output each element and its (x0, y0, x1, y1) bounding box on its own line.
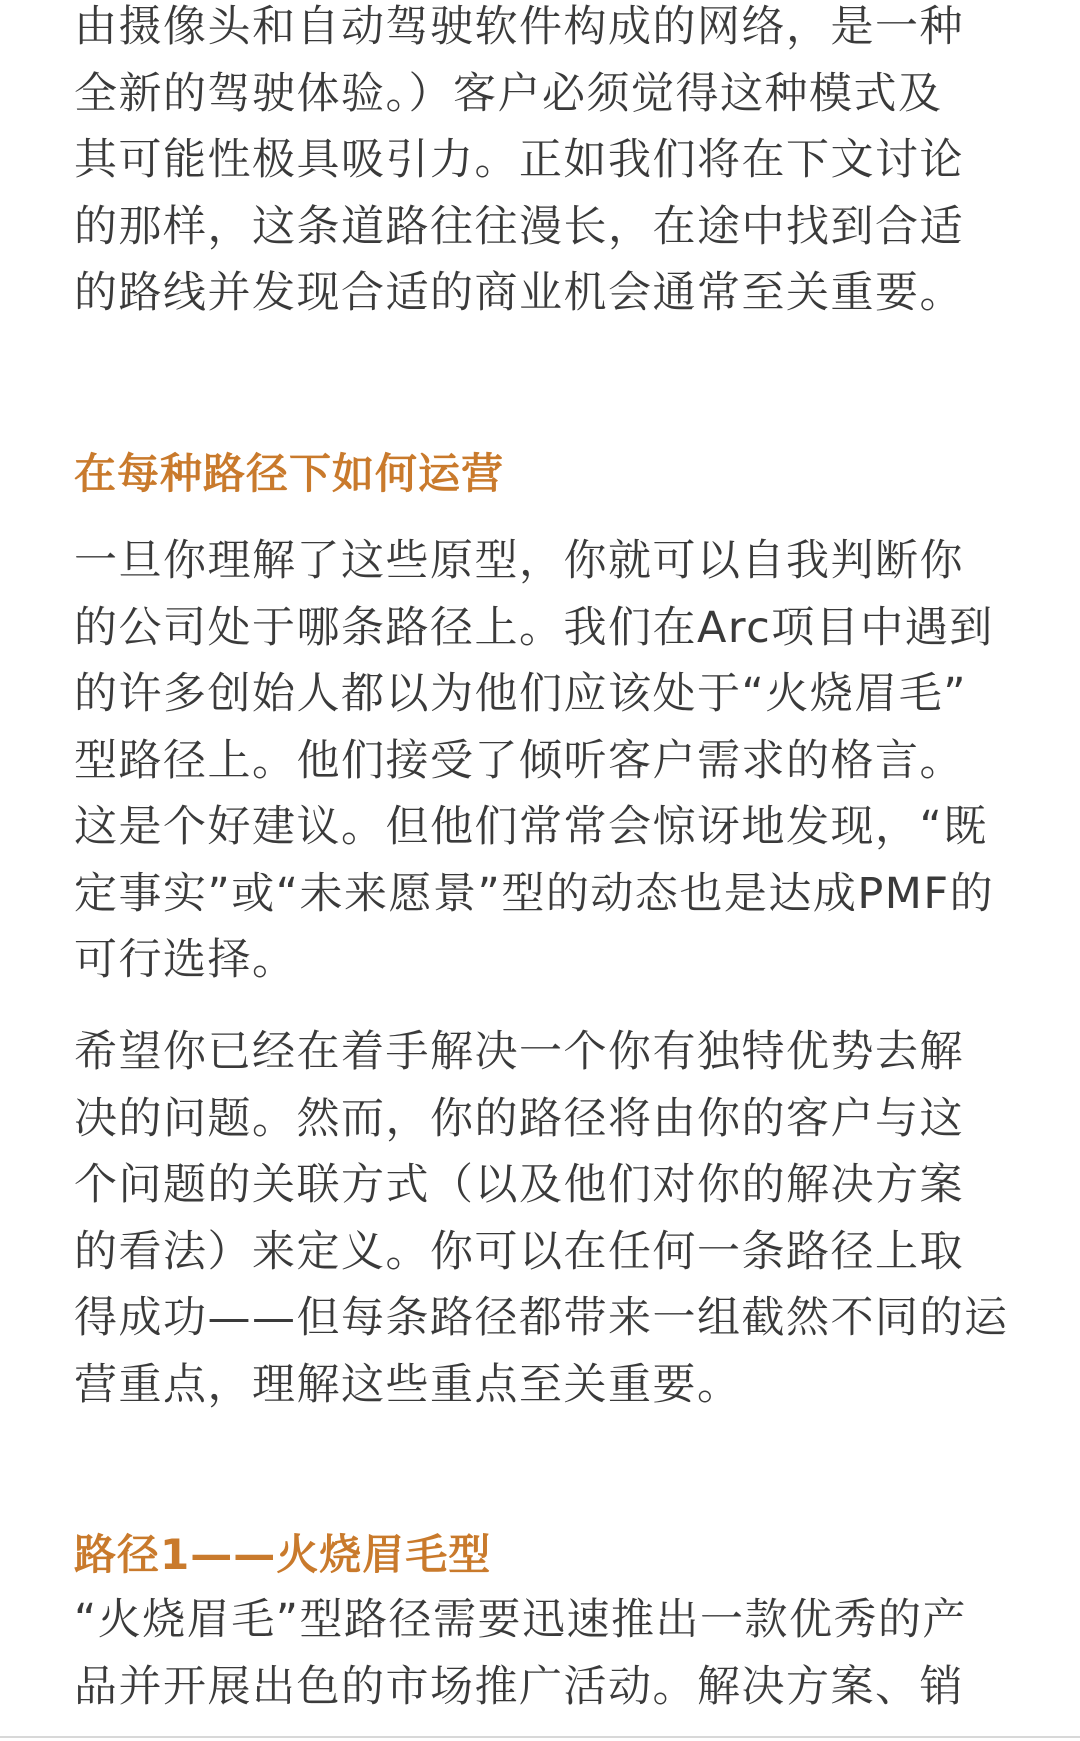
section-heading: 在每种路径下如何运营 (74, 449, 505, 498)
section1-paragraph-2 (74, 1019, 1009, 1418)
paragraph-line: 品并开展出色的市场推广活动。解决方案、销 (74, 1661, 964, 1712)
paragraph-line: 的公司处于哪条路径上。我们在Arc项目中遇到 (74, 602, 994, 653)
paragraph-line: 可行选择。 (74, 935, 297, 985)
paragraph-line: 型路径上。他们接受了倾听客户需求的格言。 (74, 735, 964, 786)
section1-paragraph-1 (74, 528, 994, 994)
paragraph-line: 个问题的关联方式（以及他们对你的解决方案 (74, 1160, 964, 1210)
paragraph-line: 希望你已经在着手解决一个你有独特优势去解 (74, 1027, 964, 1077)
paragraph-line: 全新的驾驶体验。）客户必须觉得这种模式及 (74, 68, 943, 119)
paragraph-line: 得成功——但每条路径都带来一组截然不同的运 (74, 1293, 1009, 1343)
page-bottom-divider (0, 1736, 1080, 1738)
paragraph-line: 营重点，理解这些重点至关重要。 (74, 1359, 742, 1410)
section-heading: 路径1——火烧眉毛型 (74, 1530, 492, 1579)
paragraph-line: 的路线并发现合适的商业机会通常至关重要。 (74, 268, 964, 318)
paragraph-line: 决的问题。然而，你的路径将由你的客户与这 (74, 1093, 964, 1144)
intro-paragraph (74, 0, 964, 327)
paragraph-line: 由摄像头和自动驾驶软件构成的网络，是一种 (74, 2, 964, 52)
paragraph-line: 一旦你理解了这些原型，你就可以自我判断你 (74, 536, 964, 586)
section2-paragraph-1 (74, 1587, 967, 1720)
paragraph-line: “火烧眉毛”型路径需要迅速推出一款优秀的产 (74, 1595, 968, 1645)
paragraph-line: 的看法）来定义。你可以在任何一条路径上取 (74, 1226, 964, 1277)
paragraph-line: 这是个好建议。但他们常常会惊讶地发现，“既 (74, 802, 988, 852)
paragraph-line: 其可能性极具吸引力。正如我们将在下文讨论 (74, 135, 964, 185)
paragraph-line: 定事实”或“未来愿景”型的动态也是达成PMF的 (74, 868, 995, 919)
paragraph-line: 的那样，这条道路往往漫长，在途中找到合适 (74, 201, 964, 252)
paragraph-line: 的许多创始人都以为他们应该处于“火烧眉毛” (74, 669, 968, 719)
